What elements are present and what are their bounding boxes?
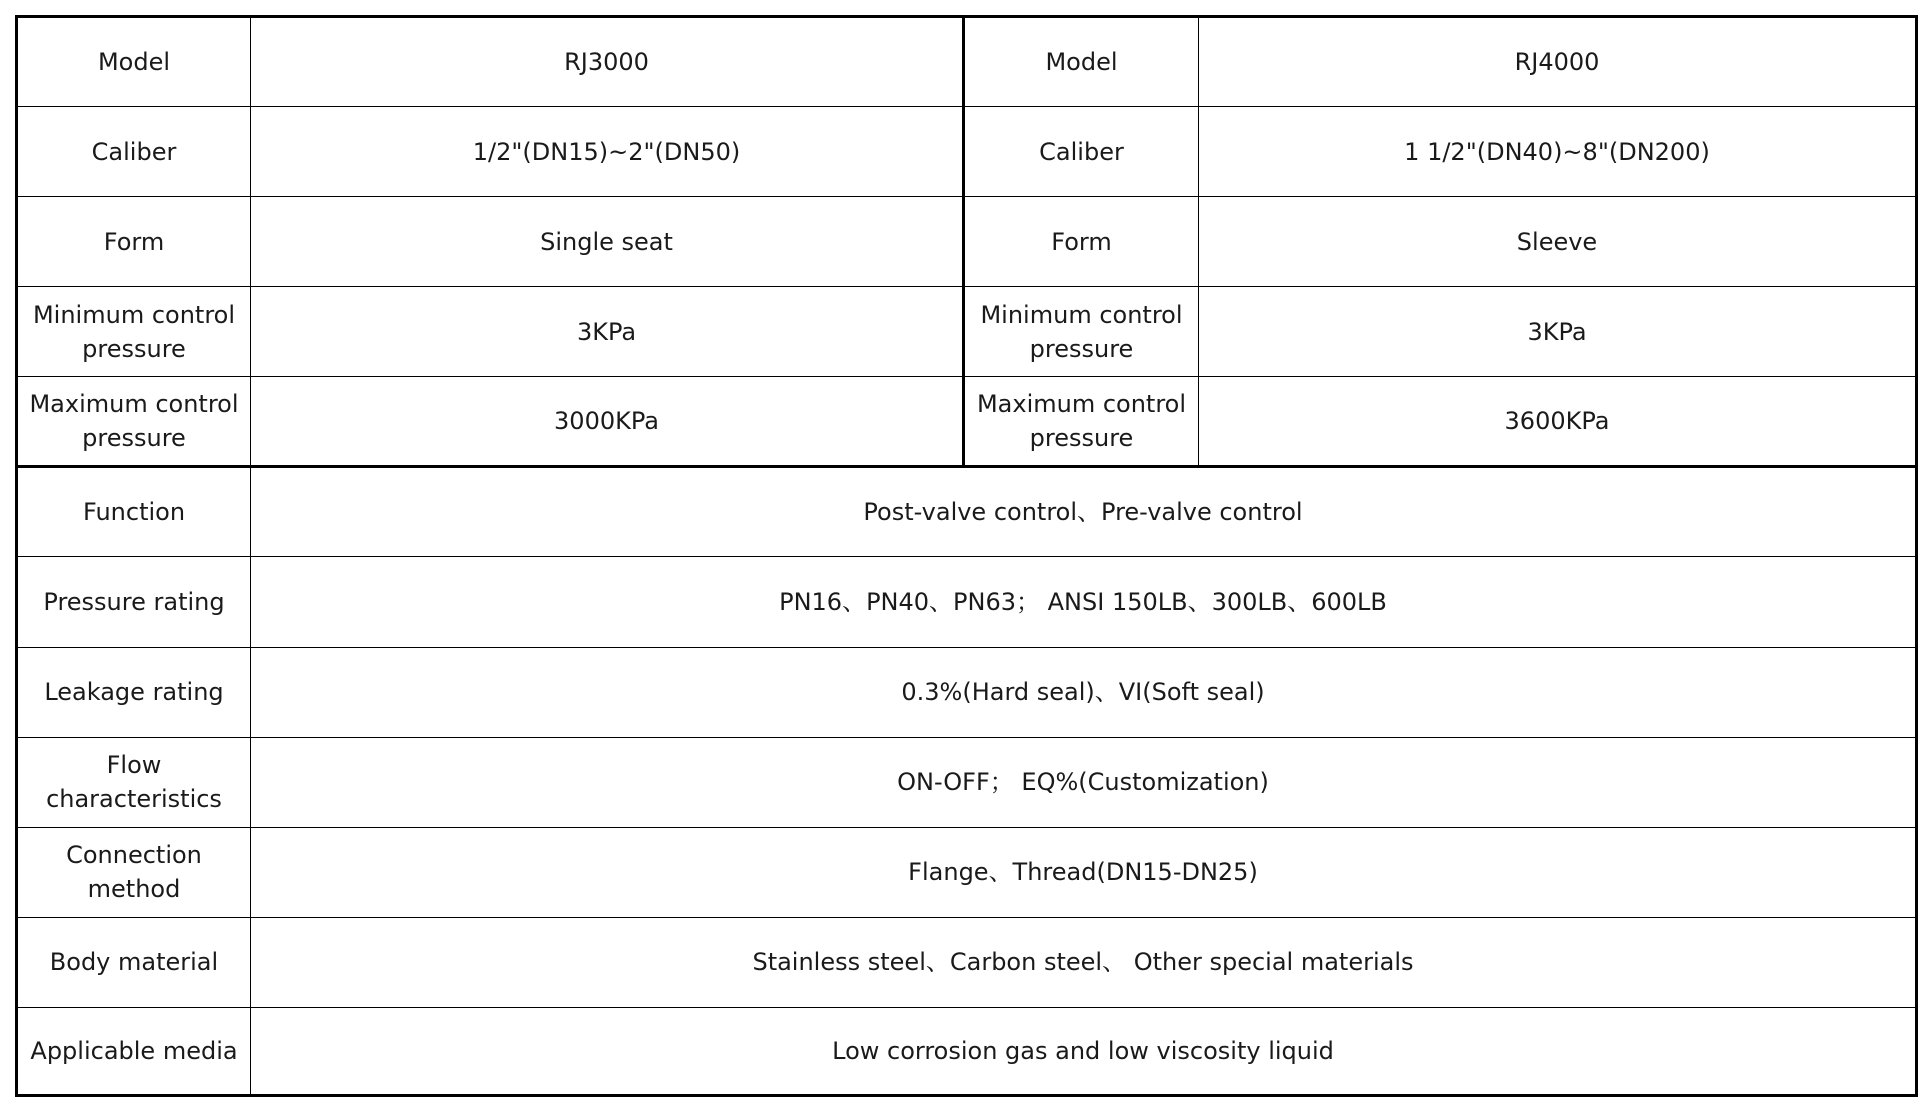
rj4000-form-value: Sleeve	[1199, 197, 1917, 287]
row-label: Body material	[17, 917, 251, 1007]
connection-method-value: Flange、Thread(DN15-DN25)	[251, 827, 1917, 917]
valve-spec-table	[15, 15, 1918, 1097]
spec-row-connection-method	[17, 827, 1917, 917]
rj4000-max-pressure-value: 3600KPa	[1199, 377, 1917, 467]
spec-row-max-pressure	[17, 377, 1917, 467]
rj4000-model-value: RJ4000	[1199, 17, 1917, 107]
flow-characteristics-value: ON-OFF； EQ%(Customization)	[251, 737, 1917, 827]
row-label: Minimum control pressure	[17, 287, 251, 377]
spec-row-body-material	[17, 917, 1917, 1007]
spec-row-leakage-rating	[17, 647, 1917, 737]
row-label: Connection method	[17, 827, 251, 917]
row-label: Model	[17, 17, 251, 107]
spec-row-min-pressure	[17, 287, 1917, 377]
rj3000-max-pressure-value: 3000KPa	[251, 377, 964, 467]
rj3000-form-value: Single seat	[251, 197, 964, 287]
row-label: Function	[17, 467, 251, 557]
body-material-value: Stainless steel、Carbon steel、 Other special materials	[251, 917, 1917, 1007]
row-label: Caliber	[964, 107, 1199, 197]
rj4000-caliber-value: 1 1/2"(DN40)~8"(DN200)	[1199, 107, 1917, 197]
rj3000-min-pressure-value: 3KPa	[251, 287, 964, 377]
spec-row-model	[17, 17, 1917, 107]
row-label: Flow characteristics	[17, 737, 251, 827]
row-label: Leakage rating	[17, 647, 251, 737]
row-label: Maximum control pressure	[964, 377, 1199, 467]
spec-row-flow-characteristics	[17, 737, 1917, 827]
row-label: Maximum control pressure	[17, 377, 251, 467]
spec-row-function	[17, 467, 1917, 557]
spec-row-applicable-media	[17, 1007, 1917, 1095]
row-label: Model	[964, 17, 1199, 107]
row-label: Pressure rating	[17, 557, 251, 647]
pressure-rating-value: PN16、PN40、PN63； ANSI 150LB、300LB、600LB	[251, 557, 1917, 647]
row-label: Caliber	[17, 107, 251, 197]
rj3000-model-value: RJ3000	[251, 17, 964, 107]
row-label: Applicable media	[17, 1007, 251, 1095]
function-value: Post-valve control、Pre-valve control	[251, 467, 1917, 557]
rj4000-min-pressure-value: 3KPa	[1199, 287, 1917, 377]
rj3000-caliber-value: 1/2"(DN15)~2"(DN50)	[251, 107, 964, 197]
applicable-media-value: Low corrosion gas and low viscosity liquid	[251, 1007, 1917, 1095]
row-label: Minimum control pressure	[964, 287, 1199, 377]
row-label: Form	[17, 197, 251, 287]
spec-row-pressure-rating	[17, 557, 1917, 647]
row-label: Form	[964, 197, 1199, 287]
spec-row-form	[17, 197, 1917, 287]
spec-row-caliber	[17, 107, 1917, 197]
leakage-rating-value: 0.3%(Hard seal)、VI(Soft seal)	[251, 647, 1917, 737]
